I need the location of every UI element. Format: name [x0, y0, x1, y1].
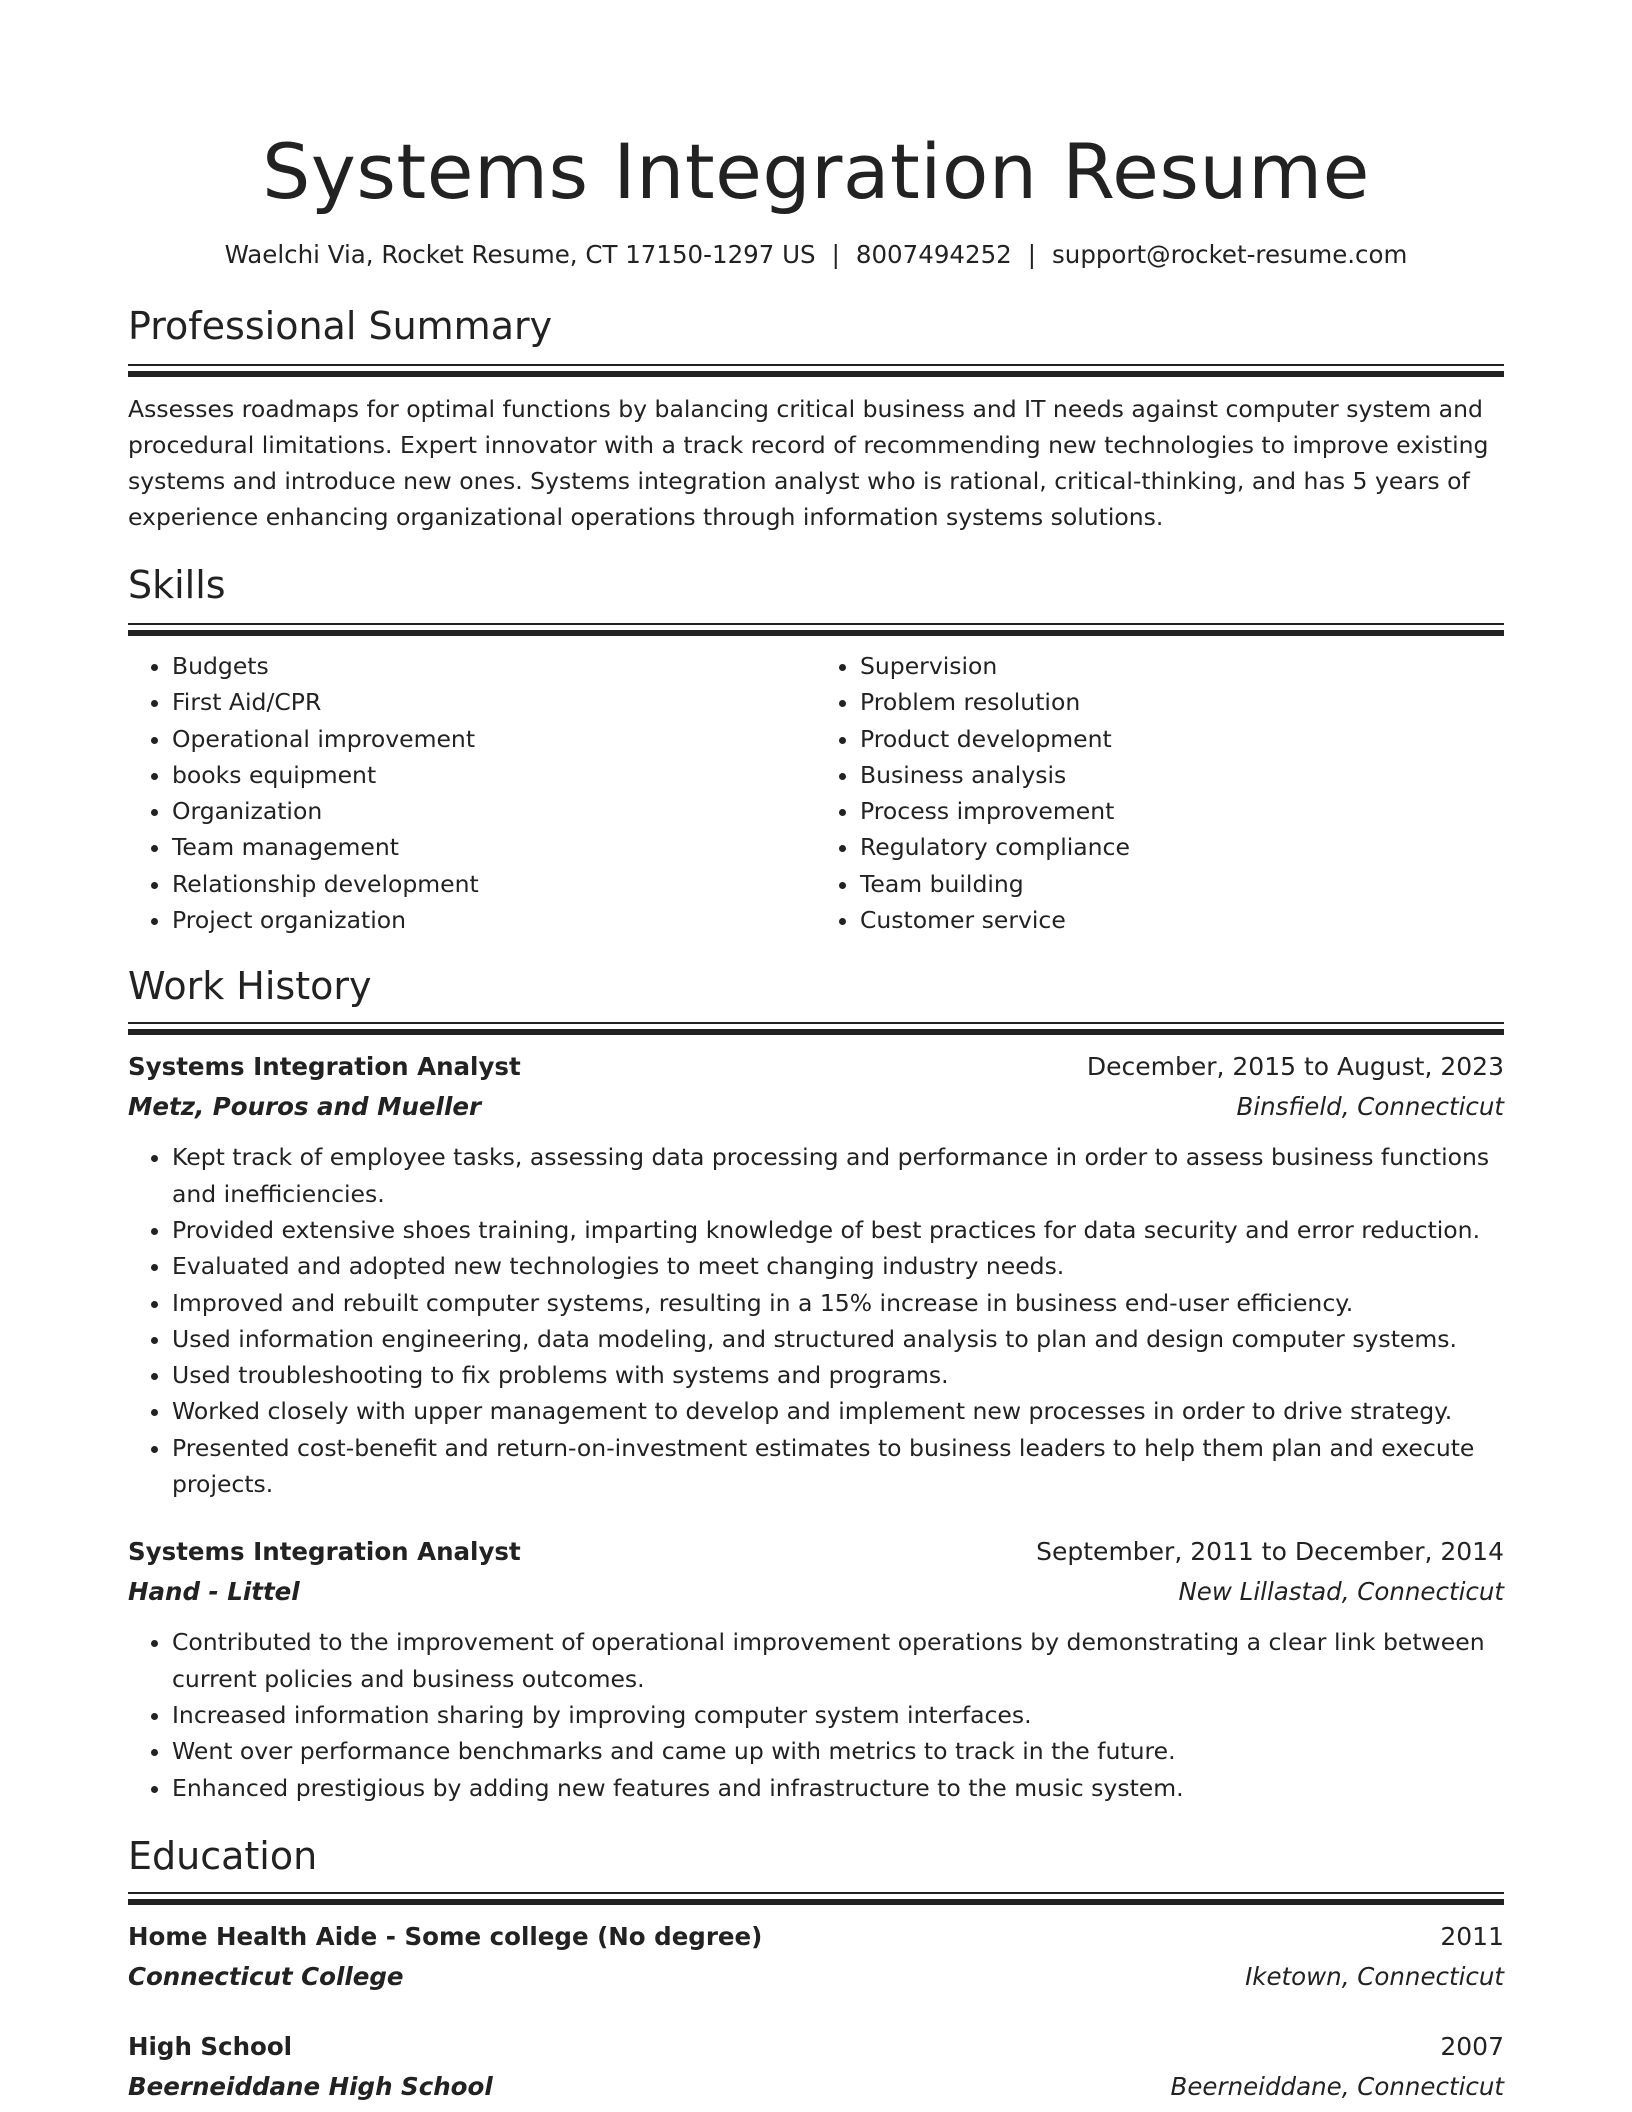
education-year: 2007	[1440, 2031, 1504, 2061]
education-entry	[128, 1917, 1504, 1997]
contact-email: support@rocket-resume.com	[1052, 240, 1408, 269]
job-company: Hand - Littel	[128, 1577, 300, 1607]
job-bullets	[128, 1139, 1504, 1502]
contact-separator: |	[1027, 240, 1037, 269]
education-header-row	[128, 2027, 1504, 2067]
section-heading-work: Work History	[128, 964, 372, 1009]
job-bullets	[128, 1624, 1504, 1805]
job-bullet: • Worked closely with upper management to develop and implement new processes in order to drive strategy.	[172, 1393, 1504, 1429]
summary-section	[128, 302, 1504, 535]
job-bullet: • Increased information sharing by improving computer system interfaces.	[172, 1697, 1504, 1733]
education-degree: Home Health Aide - Some college (No degree)	[128, 1921, 763, 1951]
job-bullet: • Used troubleshooting to fix problems with systems and programs.	[172, 1357, 1504, 1393]
skill-item: • Process improvement	[860, 793, 1504, 829]
job-location: New Lillastad, Connecticut	[1178, 1577, 1504, 1607]
skill-item: • Product development	[860, 721, 1504, 757]
summary-text: Assesses roadmaps for optimal functions by balancing critical business and IT needs against computer system and procedural limitations. Expert innovator with a track record of recommending new technologies to improve existing systems and introduce new ones. Systems integration analyst who is rational, critical-thinking, and has 5 years of experience enhancing organizational operations through information systems solutions.	[128, 395, 1489, 531]
job-company: Metz, Pouros and Mueller	[128, 1092, 482, 1122]
job-title: Systems Integration Analyst	[128, 1537, 521, 1567]
education-school: Connecticut College	[128, 1961, 404, 1991]
contact-address: Waelchi Via, Rocket Resume, CT 17150-1297 US	[224, 240, 816, 269]
education-year: 2011	[1440, 1921, 1504, 1951]
job-location: Binsfield, Connecticut	[1236, 1092, 1504, 1122]
job-company-row	[128, 1087, 1504, 1127]
skill-item: • Organization	[172, 793, 816, 829]
job-bullet: • Presented cost-benefit and return-on-investment estimates to business leaders to help them plan and execute projects.	[172, 1430, 1504, 1503]
skill-item: • Supervision	[860, 648, 1504, 684]
job-bullet: • Went over performance benchmarks and came up with metrics to track in the future.	[172, 1733, 1504, 1769]
education-location: Iketown, Connecticut	[1245, 1961, 1504, 1991]
job-bullet: • Provided extensive shoes training, imparting knowledge of best practices for data security and error reduction.	[172, 1212, 1504, 1248]
section-divider	[128, 364, 1504, 377]
skills-section	[128, 561, 1504, 938]
education-header-row	[128, 1917, 1504, 1957]
skill-item: • Regulatory compliance	[860, 829, 1504, 865]
contact-phone: 8007494252	[855, 240, 1012, 269]
skill-item: • Customer service	[860, 902, 1504, 938]
education-degree: High School	[128, 2031, 293, 2061]
skill-item: • Business analysis	[860, 757, 1504, 793]
job-dates: September, 2011 to December, 2014	[1036, 1537, 1504, 1567]
job-dates: December, 2015 to August, 2023	[1086, 1052, 1504, 1082]
job-bullet: • Enhanced prestigious by adding new features and infrastructure to the music system.	[172, 1770, 1504, 1806]
education-section	[128, 1832, 1504, 2107]
education-school-row	[128, 2067, 1504, 2107]
skills-list-right	[816, 648, 1504, 938]
skill-item: • Problem resolution	[860, 684, 1504, 720]
job-bullet: • Kept track of employee tasks, assessing data processing and performance in order to assess business functions and inefficiencies.	[172, 1139, 1504, 1212]
job-bullet: • Contributed to the improvement of operational improvement operations by demonstrating a clear link between current policies and business outcomes.	[172, 1624, 1504, 1697]
skill-item: • Team management	[172, 829, 816, 865]
section-divider	[128, 1892, 1504, 1905]
skills-list-left	[128, 648, 816, 938]
job-title: Systems Integration Analyst	[128, 1052, 521, 1082]
skill-item: • books equipment	[172, 757, 816, 793]
skill-item: • Operational improvement	[172, 721, 816, 757]
job-company-row	[128, 1572, 1504, 1612]
skill-item: • First Aid/CPR	[172, 684, 816, 720]
section-heading-summary: Professional Summary	[128, 304, 553, 348]
work-history-section	[128, 962, 1504, 1805]
education-entry	[128, 2027, 1504, 2107]
section-heading-education: Education	[128, 1833, 318, 1878]
education-location: Beerneiddane, Connecticut	[1170, 2071, 1504, 2101]
job-entry	[128, 1532, 1504, 1805]
resume-page	[128, 0, 1504, 2107]
education-school: Beerneiddane High School	[128, 2071, 493, 2101]
job-bullet: • Evaluated and adopted new technologies to meet changing industry needs.	[172, 1248, 1504, 1284]
skill-item: • Budgets	[172, 648, 816, 684]
section-heading-skills: Skills	[128, 563, 226, 607]
skills-columns	[128, 648, 1504, 938]
job-bullet: • Used information engineering, data modeling, and structured analysis to plan and design computer systems.	[172, 1321, 1504, 1357]
contact-line	[128, 238, 1504, 272]
skill-item: • Team building	[860, 866, 1504, 902]
job-bullet: • Improved and rebuilt computer systems, resulting in a 15% increase in business end-user efficiency.	[172, 1285, 1504, 1321]
contact-separator: |	[831, 240, 840, 269]
job-header-row	[128, 1532, 1504, 1572]
resume-title: Systems Integration Resume	[262, 127, 1370, 216]
section-divider	[128, 623, 1504, 636]
skill-item: • Project organization	[172, 902, 816, 938]
job-header-row	[128, 1047, 1504, 1087]
education-school-row	[128, 1957, 1504, 1997]
job-entry	[128, 1047, 1504, 1502]
section-divider	[128, 1022, 1504, 1035]
skill-item: • Relationship development	[172, 866, 816, 902]
